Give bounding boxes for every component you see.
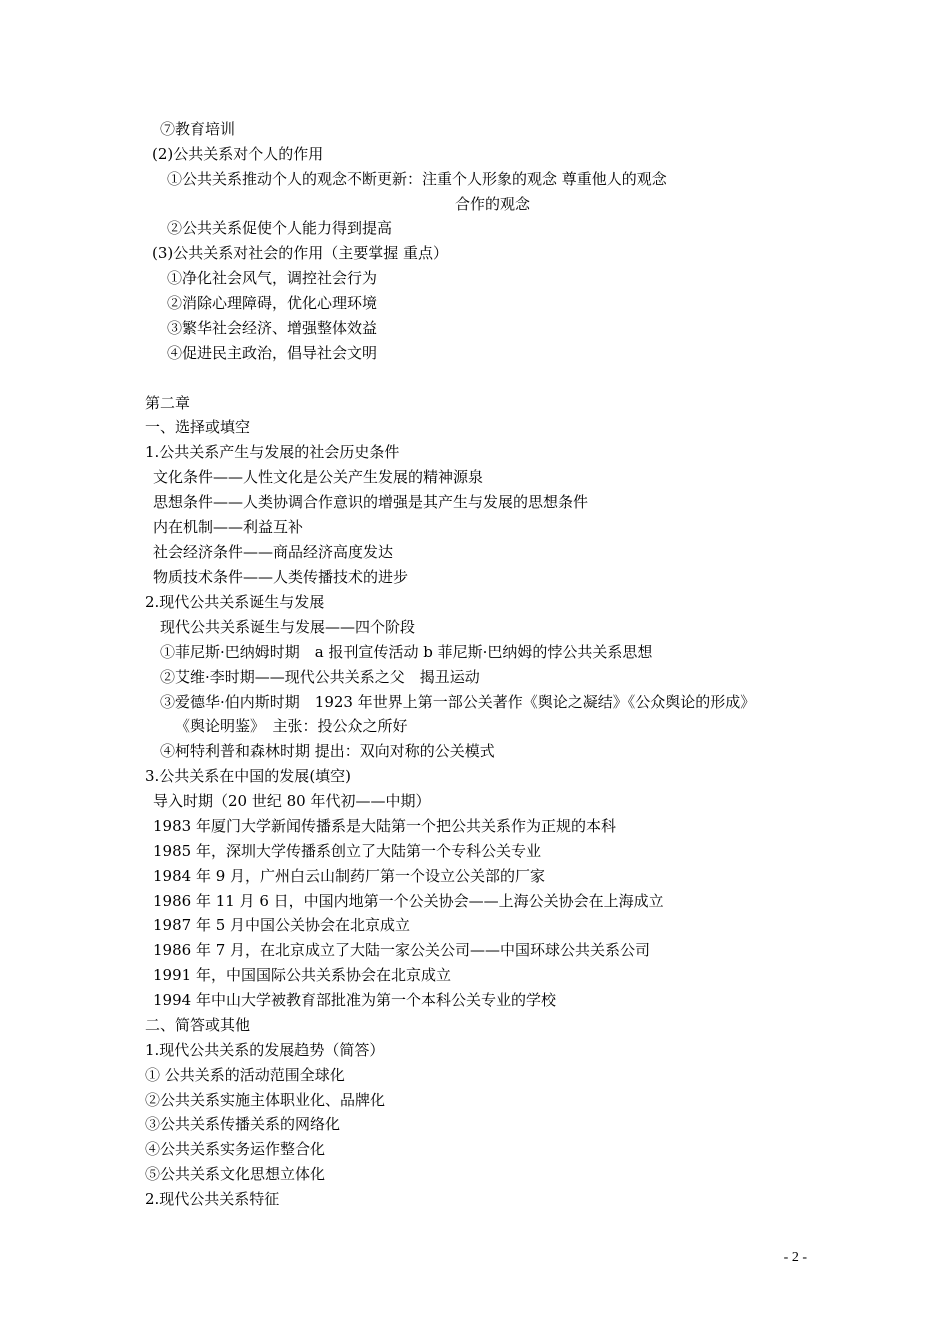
- text-line: ②公共关系促使个人能力得到提高: [167, 219, 393, 237]
- text-line: ⑤公共关系文化思想立体化: [145, 1165, 326, 1183]
- text-line: ③公共关系传播关系的网络化: [145, 1115, 341, 1133]
- text-line: ②消除心理障碍，优化心理环境: [167, 294, 378, 312]
- text-line: 2.现代公共关系特征: [145, 1190, 280, 1208]
- text-line: ④公共关系实务运作整合化: [145, 1140, 326, 1158]
- text-line: 1991 年，中国国际公共关系协会在北京成立: [153, 966, 451, 984]
- text-line: ④促进民主政治，倡导社会文明: [167, 344, 378, 362]
- section-heading: 二、简答或其他: [145, 1016, 251, 1034]
- text-line: ②艾维·李时期——现代公共关系之父 揭丑运动: [160, 668, 480, 686]
- text-line: 内在机制——利益互补: [153, 518, 304, 536]
- text-line: 1984 年 9 月，广州白云山制药厂第一个设立公关部的厂家: [153, 867, 546, 885]
- text-line: 2.现代公共关系诞生与发展: [145, 593, 325, 611]
- text-line: 1994 年中山大学被教育部批准为第一个本科公关专业的学校: [153, 991, 556, 1009]
- text-line: ③繁华社会经济、增强整体效益: [167, 319, 378, 337]
- text-line: 3.公共关系在中国的发展(填空): [145, 767, 352, 785]
- text-line: ①公共关系推动个人的观念不断更新：注重个人形象的观念 尊重他人的观念: [167, 170, 667, 188]
- text-line: ③爱德华·伯内斯时期 1923 年世界上第一部公关著作《舆论之凝结》《公众舆论的形成》: [160, 693, 756, 711]
- text-line: 1.公共关系产生与发展的社会历史条件: [145, 443, 400, 461]
- text-line: ①菲尼斯·巴纳姆时期 a 报刊宣传活动 b 菲尼斯·巴纳姆的悖公共关系思想: [160, 643, 653, 661]
- text-line: 现代公共关系诞生与发展——四个阶段: [160, 618, 416, 636]
- text-line: 思想条件——人类协调合作意识的增强是其产生与发展的思想条件: [153, 493, 589, 511]
- text-line: 合作的观念: [455, 195, 531, 213]
- text-line: 《舆论明鉴》 主张：投公众之所好: [175, 717, 408, 735]
- text-line: ① 公共关系的活动范围全球化: [145, 1066, 345, 1084]
- text-line: ①净化社会风气，调控社会行为: [167, 269, 378, 287]
- text-line: 1987 年 5 月中国公关协会在北京成立: [153, 916, 411, 934]
- text-line: ⑦教育培训: [160, 120, 236, 138]
- page-number: - 2 -: [783, 1250, 807, 1265]
- text-line: (2)公共关系对个人的作用: [152, 145, 324, 163]
- text-line: ②公共关系实施主体职业化、品牌化: [145, 1091, 386, 1109]
- text-line: 文化条件——人性文化是公关产生发展的精神源泉: [153, 468, 484, 486]
- text-line: 1983 年厦门大学新闻传播系是大陆第一个把公共关系作为正规的本科: [153, 817, 616, 835]
- section-heading: 一、选择或填空: [145, 418, 251, 436]
- chapter-heading: 第二章: [145, 394, 191, 412]
- text-line: ④柯特利普和森林时期 提出：双向对称的公关模式: [160, 742, 495, 760]
- text-line: 导入时期（20 世纪 80 年代初——中期）: [153, 792, 431, 810]
- text-line: 物质技术条件——人类传播技术的进步: [153, 568, 409, 586]
- text-line: (3)公共关系对社会的作用（主要掌握 重点）: [152, 244, 449, 262]
- text-line: 1986 年 11 月 6 日，中国内地第一个公关协会——上海公关协会在上海成立: [153, 892, 664, 910]
- text-line: 1985 年，深圳大学传播系创立了大陆第一个专科公关专业: [153, 842, 541, 860]
- text-line: 1986 年 7 月，在北京成立了大陆一家公关公司——中国环球公共关系公司: [153, 941, 651, 959]
- text-line: 1.现代公共关系的发展趋势（简答）: [145, 1041, 385, 1059]
- text-line: 社会经济条件——商品经济高度发达: [153, 543, 394, 561]
